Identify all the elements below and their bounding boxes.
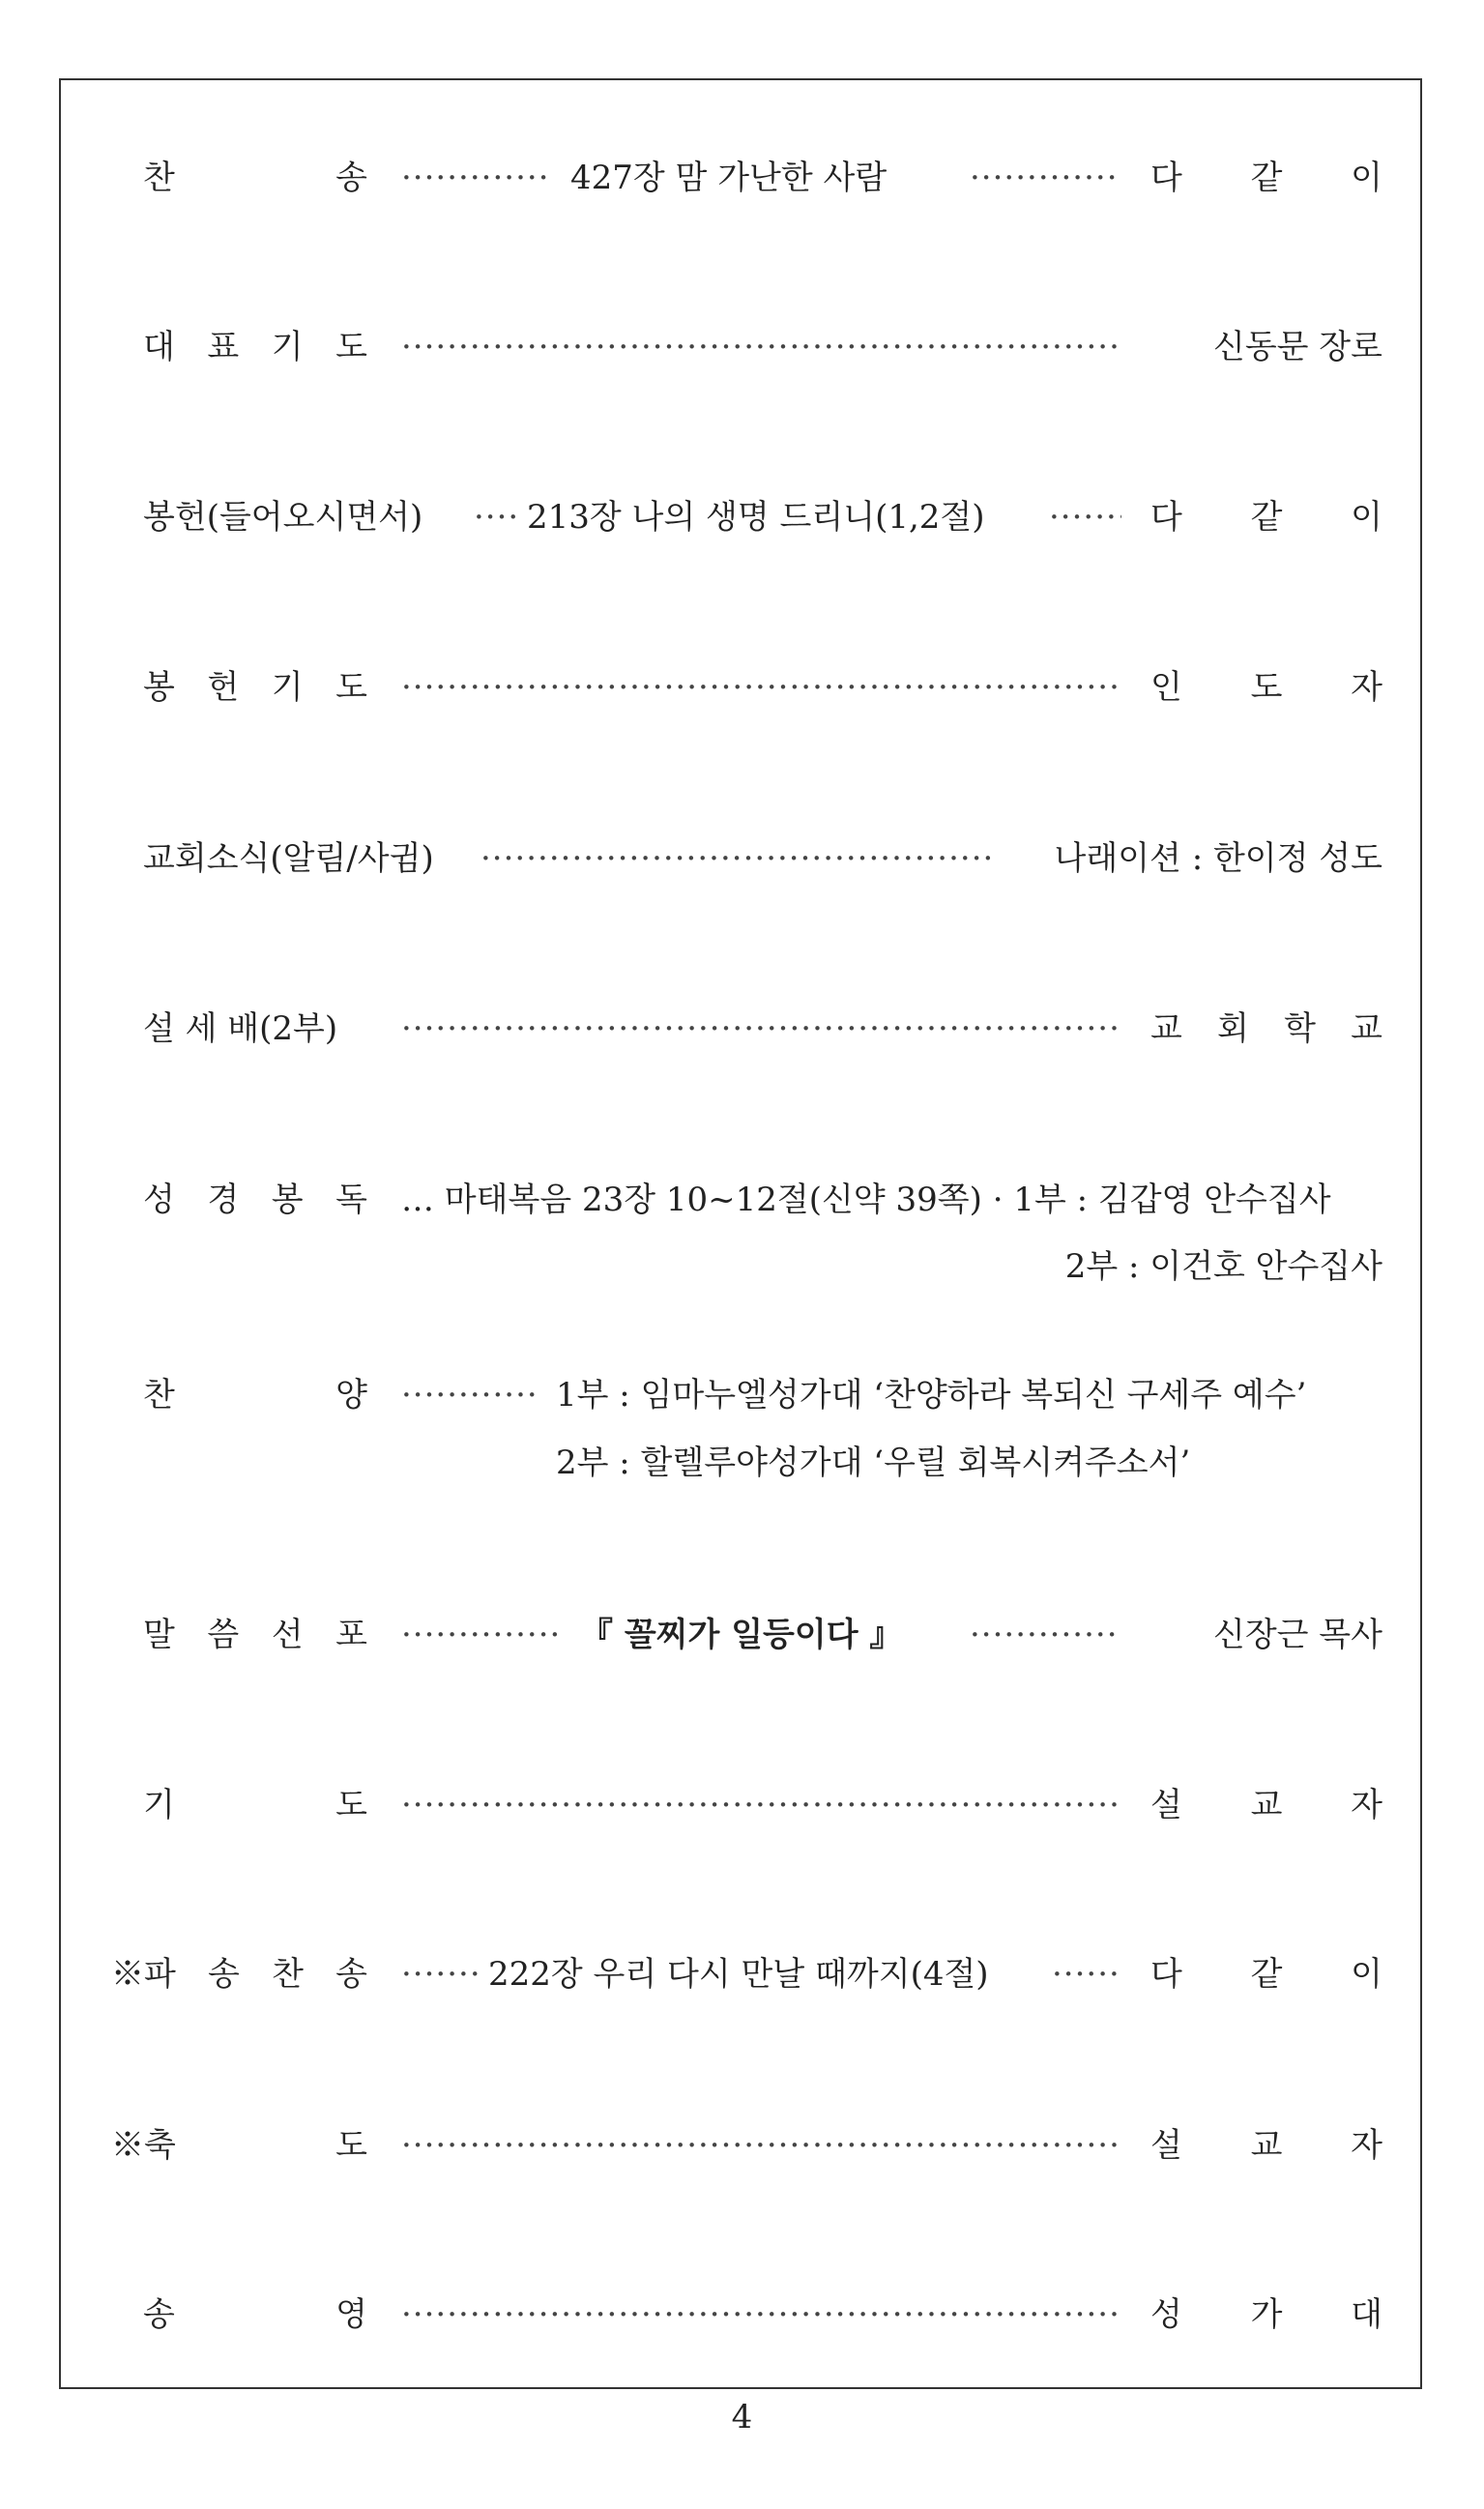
dot-leader: [401, 1005, 1121, 1053]
program-label: 송 영: [143, 2295, 367, 2334]
program-row-church-news: [0, 834, 1484, 883]
program-label: 찬 송: [143, 159, 367, 197]
program-leader: 다 같 이: [1150, 1955, 1382, 1994]
sermon-title: 『 꼴찌가 일등이다 』: [580, 1616, 903, 1654]
program-row-prayer: [0, 323, 1484, 371]
dot-leader: [401, 2121, 1121, 2170]
program-label: 성 경 봉 독: [143, 1181, 367, 1219]
program-detail: 1부 : 임마누엘성가대 ‘찬양하라 복되신 구세주 예수’: [556, 1376, 1307, 1415]
dot-leader: [401, 2290, 1121, 2339]
program-label: 기 도: [143, 1786, 367, 1824]
dot-leader: [401, 1950, 479, 1998]
dot-leader: [401, 1781, 1121, 1829]
program-detail: 427장 맘 가난한 사람: [570, 159, 887, 197]
program-leader: 다 같 이: [1150, 498, 1382, 537]
program-leader: 신동문 장로: [1212, 328, 1382, 366]
program-label: ※축 도: [111, 2126, 367, 2165]
dot-leader: [474, 493, 517, 541]
program-leader: 신장근 목사: [1212, 1616, 1382, 1654]
program-row-praise: [0, 1371, 1484, 1419]
program-label: 말 씀 선 포: [143, 1616, 367, 1654]
program-leader: 설 교 자: [1150, 1786, 1382, 1824]
program-leader: 인 도 자: [1150, 668, 1382, 707]
page-frame: [59, 78, 1422, 2389]
program-row-closing-prayer: [0, 1781, 1484, 1829]
program-label: 교회소식(알림/사귐): [143, 839, 434, 878]
program-detail: … 마태복음 23장 10~12절(신약 39쪽) · 1부 : 김갑영 안수집사: [401, 1181, 1331, 1219]
dot-leader: [401, 1611, 561, 1659]
program-label: 찬 양: [143, 1376, 367, 1415]
page-number: 4: [731, 2398, 753, 2436]
program-detail-line2: 2부 : 이건호 안수집사: [1064, 1247, 1382, 1286]
program-leader: 나래이션 : 한이정 성도: [1054, 839, 1382, 878]
dot-leader: [401, 1371, 537, 1419]
program-row-offering-prayer: [0, 663, 1484, 712]
dot-leader: [401, 154, 551, 202]
program-label: 봉 헌 기 도: [143, 668, 367, 707]
dot-leader: [401, 663, 1121, 712]
program-label: 설 세 배(2부): [143, 1009, 338, 1048]
program-detail: 222장 우리 다시 만날 때까지(4절): [488, 1955, 989, 1994]
program-row-hymn: [0, 154, 1484, 202]
program-label: 봉헌(들어오시면서): [143, 498, 423, 537]
program-leader: 교 회 학 교: [1150, 1009, 1382, 1048]
program-label: 대 표 기 도: [143, 328, 367, 366]
program-row-offering: [0, 493, 1484, 541]
program-row-sermon: [0, 1611, 1484, 1659]
program-leader: 성 가 대: [1150, 2295, 1382, 2334]
program-row-sending-hymn: [0, 1950, 1484, 1998]
program-leader: 다 같 이: [1150, 159, 1382, 197]
program-label: ※파 송 찬 송: [111, 1955, 367, 1994]
program-row-scripture: [0, 1176, 1484, 1224]
program-row-doxology: [0, 2290, 1484, 2339]
dot-leader: [970, 1611, 1120, 1659]
dot-leader: [1052, 1950, 1121, 1998]
dot-leader: [970, 154, 1120, 202]
dot-leader: [1049, 493, 1121, 541]
program-detail-line2: 2부 : 할렐루야성가대 ‘우릴 회복시켜주소서’: [556, 1444, 1191, 1482]
program-row-new-year-bow: [0, 1005, 1484, 1053]
program-detail: 213장 나의 생명 드리니(1,2절): [527, 498, 985, 537]
dot-leader: [480, 834, 993, 883]
program-leader: 설 교 자: [1150, 2126, 1382, 2165]
dot-leader: [401, 323, 1121, 371]
program-row-benediction: [0, 2121, 1484, 2170]
